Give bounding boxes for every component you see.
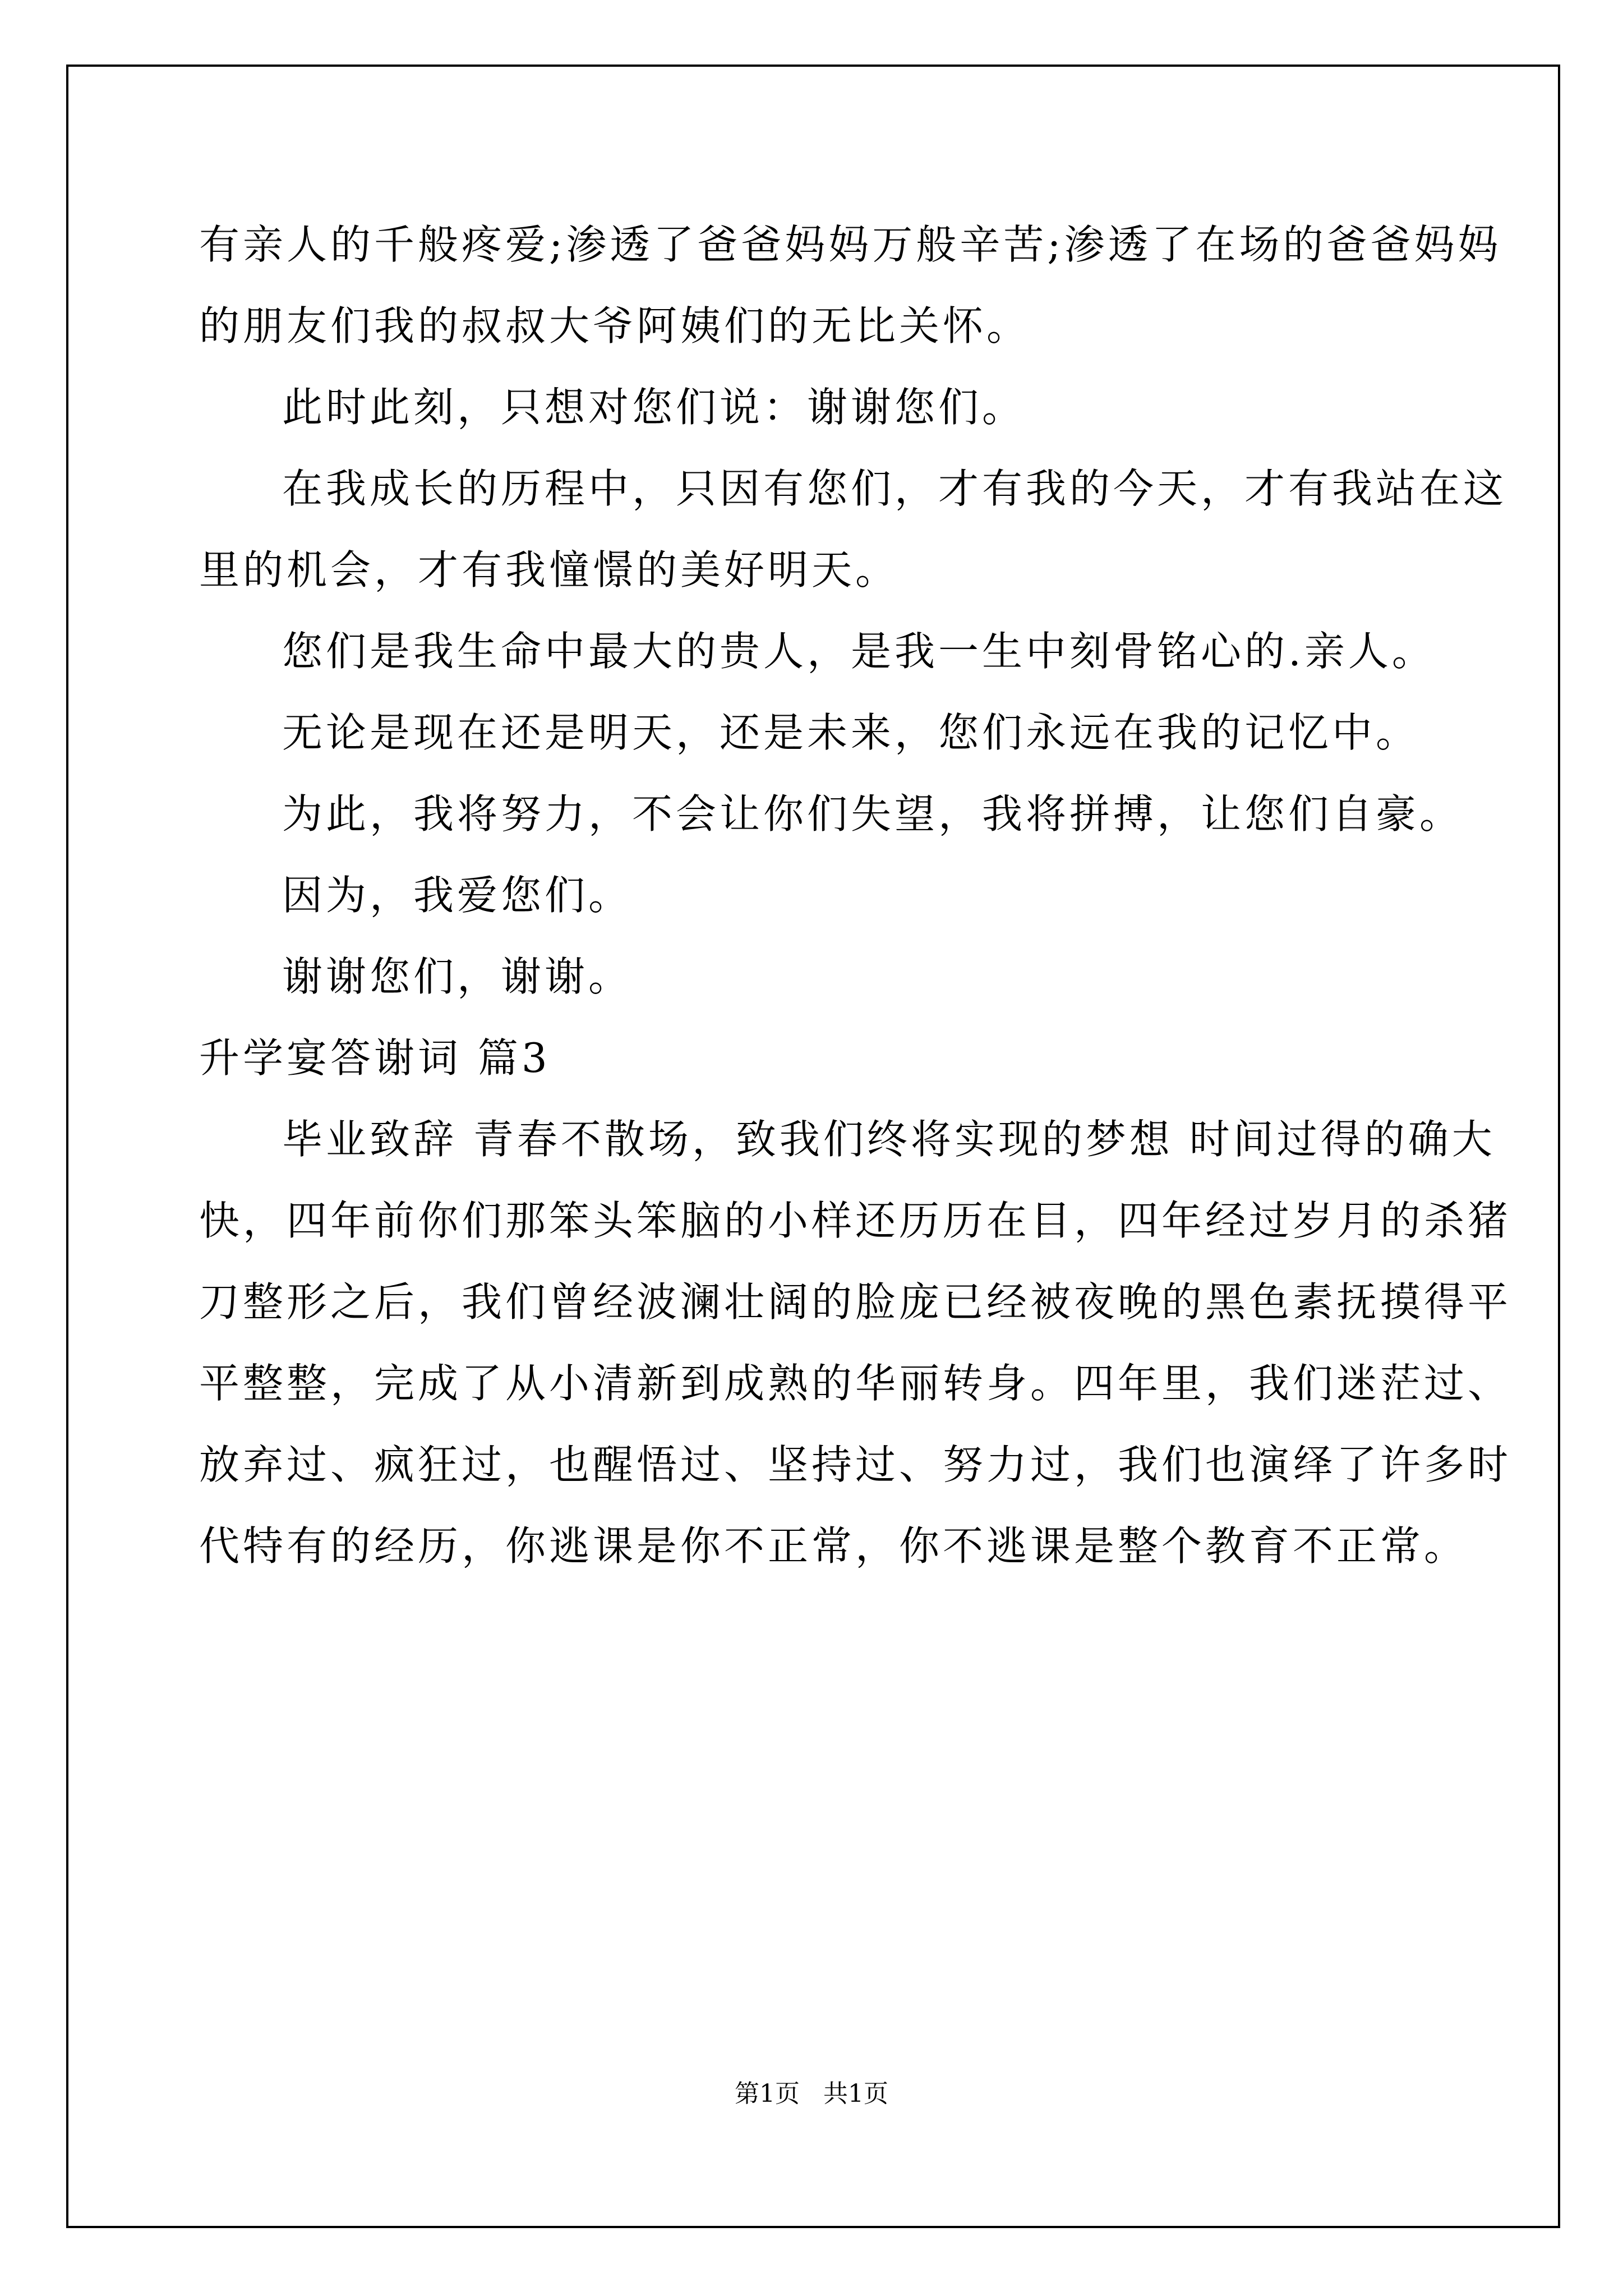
paragraph-line: 谢谢您们，谢谢。	[282, 953, 633, 1000]
text-line: 有亲人的千般疼爱;渗透了爸爸妈妈万般辛苦;渗透了在场的爸爸妈妈	[199, 221, 1502, 268]
paragraph-line: 您们是我生命中最大的贵人，是我一生中刻骨铭心的.亲人。	[282, 628, 1436, 675]
text-line: 刀整形之后，我们曾经波澜壮阔的脸庞已经被夜晚的黑色素抚摸得平	[199, 1278, 1512, 1326]
text-line: 的朋友们我的叔叔大爷阿姨们的无比关怀。	[199, 302, 1031, 349]
text-line: 平整整，完成了从小清新到成熟的华丽转身。四年里，我们迷茫过、	[199, 1360, 1512, 1407]
paragraph-line: 此时此刻，只想对您们说：谢谢您们。	[282, 384, 1026, 431]
paragraph-line: 因为，我爱您们。	[282, 872, 633, 919]
text-line: 放弃过、疯狂过，也醒悟过、坚持过、努力过，我们也演绎了许多时	[199, 1441, 1512, 1488]
text-line: 代特有的经历，你逃课是你不正常，你不逃课是整个教育不正常。	[199, 1522, 1468, 1570]
paragraph-line: 毕业致辞 青春不散场，致我们终将实现的梦想 时间过得的确大	[282, 1116, 1496, 1163]
page-footer: 第1页 共1页	[735, 2079, 888, 2108]
paragraph-line: 为此，我将努力，不会让你们失望，我将拼搏，让您们自豪。	[282, 790, 1464, 838]
paragraph-line: 无论是现在还是明天，还是未来，您们永远在我的记忆中。	[282, 709, 1420, 756]
paragraph-line: 在我成长的历程中，只因有您们，才有我的今天，才有我站在这	[282, 465, 1507, 512]
text-line: 里的机会，才有我憧憬的美好明天。	[199, 546, 900, 593]
section-heading: 升学宴答谢词 篇3	[199, 1034, 551, 1082]
text-line: 快，四年前你们那笨头笨脑的小样还历历在目，四年经过岁月的杀猪	[199, 1197, 1512, 1244]
